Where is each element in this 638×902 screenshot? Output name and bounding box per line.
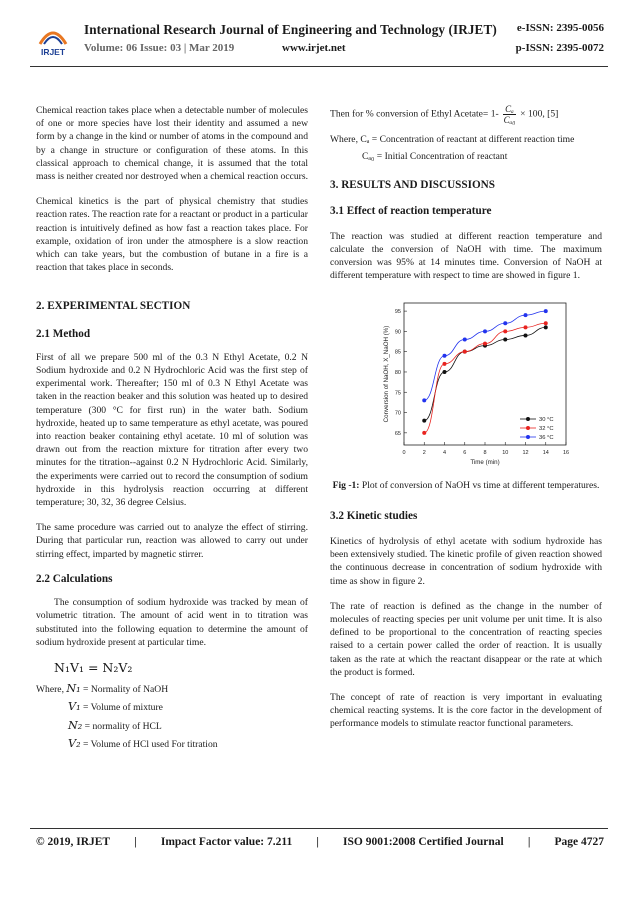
where-item-n1 — [36, 682, 308, 696]
data-point — [544, 325, 548, 329]
y-tick-label: 80 — [394, 369, 401, 376]
legend-marker — [526, 417, 530, 421]
method-paragraph: First of all we prepare 500 ml of the 0.3 N Ethyl Acetate, 0.2 N Sodium hydroxide and 0.2 N Hydrochloric Acid was the first step of experimental work. Thereafter; 150 ml of 0.3 N Ethyl Acetate was taken in the reaction beaker and this solution was heated up to desired temperature (300 °C for first run) in the water bath. Sodium hydroxide, heated up to same temperature as ethyl acetate, was poured into reaction beaker containing ethyl acetate. 10 ml of solution was drawn out from the reaction mixture for titration after every two minutes for the titration--against 0.2 N Hydrochloric Acid. Similarly, the experiments were carried out to record the consumption of sodium hydroxide in this hydrolysis reaction occurring at different temperature; 30, 32, 36 degree Celsius. — [36, 351, 308, 509]
footer-sep: | — [527, 836, 531, 848]
figure-label: Fig -1: — [332, 479, 360, 491]
x-tick-label: 10 — [502, 449, 509, 456]
footer-divider — [30, 828, 608, 829]
right-column — [330, 104, 602, 743]
symbol-n2: N₂ — [68, 718, 83, 732]
data-point — [483, 341, 487, 345]
conversion-chart — [330, 293, 602, 473]
legend-label: 32 °C — [539, 425, 554, 432]
page-header — [0, 0, 638, 72]
where-cao: Cₐ₀ = Initial Concentration of reactant — [362, 151, 508, 163]
data-point — [544, 321, 548, 325]
fraction-numerator: Cₐ — [505, 104, 514, 114]
footer-iso: ISO 9001:2008 Certified Journal — [343, 836, 504, 848]
x-tick-label: 4 — [442, 449, 447, 456]
data-point — [503, 337, 507, 341]
series-line-2 — [424, 323, 546, 433]
figure-1-caption — [330, 479, 602, 492]
footer-sep: | — [134, 836, 137, 848]
where-prefix: Where, — [36, 684, 67, 696]
temperature-paragraph: The reaction was studied at different reaction temperature and calculate the conversion of NaOH with time. The maximum conversion was 95% at 14 minutes time. Conversion of NaOH at different temperature with respect to time are showed in figure 1. — [330, 230, 602, 282]
data-point — [544, 309, 548, 313]
calculations-paragraph: The consumption of sodium hydroxide was tracked by mean of volumetric titration. The amount of acid went in to titration was substituted into the following equation to determine the amount of sodium hydroxide present at particular time. — [36, 597, 308, 648]
legend-marker — [526, 426, 530, 430]
subsection-heading-kinetic: 3.2 Kinetic studies — [330, 509, 418, 522]
plot-frame — [404, 303, 566, 445]
conversion-prefix: Then for % conversion of Ethyl Acetate= 1- — [330, 108, 502, 120]
left-column — [36, 104, 308, 755]
data-point — [503, 329, 507, 333]
volume-issue: Volume: 06 Issue: 03 | Mar 2019 — [84, 42, 235, 54]
page-footer — [36, 836, 604, 848]
eissn: e-ISSN: 2395-0056 — [516, 22, 604, 34]
conversion-fraction — [503, 104, 516, 125]
data-point — [524, 333, 528, 337]
kinetic-paragraph-2: The rate of reaction is defined as the change in the number of molecules of reacting species per unit volume per unit time. It is also defined to be proportional to the concentration of reacting species raised to a certain power called the order of reaction. It is usually taken as the rate at which the reactant disappear or the rate at which the product is formed. — [330, 600, 602, 678]
section-heading-experimental: 2. EXPERIMENTAL SECTION — [36, 300, 191, 313]
v2-definition: = Volume of HCl used For titration — [80, 738, 218, 750]
conversion-equation — [330, 104, 602, 125]
subsection-heading-method: 2.1 Method — [36, 327, 91, 340]
figure-caption-text: Plot of conversion of NaOH vs time at different temperatures. — [359, 479, 600, 491]
irjet-logo — [36, 18, 70, 58]
kinetic-paragraph-1: Kinetics of hydrolysis of ethyl acetate with sodium hydroxide has been extensively studied. The kinetic profile of given reaction showed the continuous decrease in concentration of sodium hydroxide with time as show in figure 2. — [330, 536, 602, 587]
y-tick-label: 65 — [394, 430, 401, 437]
x-tick-label: 0 — [402, 449, 406, 456]
where-item-v2 — [68, 737, 308, 751]
y-tick-label: 70 — [394, 410, 401, 417]
y-tick-label: 85 — [394, 349, 401, 356]
logo-text: IRJET — [40, 47, 66, 57]
normality-equation: N₁V₁ = N₂V₂ — [54, 659, 133, 675]
pissn: p-ISSN: 2395-0072 — [515, 42, 604, 54]
data-point — [524, 325, 528, 329]
y-tick-label: 75 — [394, 389, 401, 396]
where-item-v1 — [68, 700, 308, 714]
conversion-suffix: × 100, [5] — [517, 108, 559, 120]
symbol-n1: N₁ — [66, 682, 81, 696]
intro-paragraph-2: Chemical kinetics is the part of physical chemistry that studies reaction rates. The reaction rate for a reactant or product in a particular reaction is intuitively defined as how fast a reaction takes place. For example, oxidation of iron under the atmosphere is a slow reaction which can take years, but the combustion of butane in a fire is a reaction that takes place in seconds. — [36, 196, 308, 274]
x-tick-label: 16 — [562, 449, 570, 456]
y-tick-label: 90 — [394, 329, 401, 336]
x-tick-label: 8 — [483, 449, 487, 456]
v1-definition: = Volume of mixture — [80, 702, 163, 714]
footer-impact-factor: Impact Factor value: 7.211 — [160, 836, 293, 848]
stirring-paragraph: The same procedure was carried out to analyze the effect of stirring. During that particular run, reaction was allowed to carry out under stirring effect, imparted by magnetic stirrer. — [36, 522, 308, 560]
footer-sep: | — [316, 836, 319, 848]
x-axis-label: Time (min) — [470, 458, 500, 466]
footer-copyright: © 2019, IRJET — [36, 836, 111, 848]
section-heading-results: 3. RESULTS AND DISCUSSIONS — [330, 179, 495, 192]
data-point — [443, 370, 447, 374]
journal-website-link[interactable]: www.irjet.net — [282, 42, 346, 54]
legend-label: 30 °C — [539, 416, 554, 423]
legend-marker — [526, 435, 530, 439]
x-tick-label: 12 — [522, 449, 529, 456]
data-point — [422, 418, 426, 422]
figure-1 — [330, 293, 602, 473]
n1-definition: = Normality of NaOH — [80, 684, 169, 696]
footer-page-number: Page 4727 — [554, 836, 604, 848]
data-point — [422, 398, 426, 402]
where-item-n2 — [68, 719, 308, 733]
journal-title: International Research Journal of Engineering and Technology (IRJET) — [84, 22, 497, 37]
data-point — [443, 353, 447, 357]
y-tick-label: 95 — [394, 308, 401, 315]
series-line-1 — [424, 327, 546, 420]
series-line-3 — [424, 311, 546, 400]
y-axis-label: Conversion of NaOH, X_NaOH (%) — [383, 325, 390, 422]
n2-definition: = normality of HCL — [82, 720, 162, 732]
kinetic-paragraph-3: The concept of rate of reaction is very important in evaluating chemical reacting systems. It is the core factor in the development of performance models to stimulate reactor functional parameters. — [330, 692, 602, 730]
data-point — [503, 321, 507, 325]
subsection-heading-temperature: 3.1 Effect of reaction temperature — [330, 204, 492, 217]
symbol-v1: V₁ — [68, 700, 81, 714]
legend-label: 36 °C — [539, 434, 554, 441]
subsection-heading-calculations: 2.2 Calculations — [36, 572, 113, 585]
data-point — [463, 337, 467, 341]
header-divider — [30, 66, 608, 67]
where-ca: Where, Cₐ = Concentration of reactant at different reaction time — [330, 134, 575, 145]
data-point — [443, 361, 447, 365]
symbol-v2: V₂ — [68, 736, 81, 750]
x-tick-label: 14 — [542, 449, 549, 456]
data-point — [463, 349, 467, 353]
fraction-denominator: Cₐ₀ — [503, 115, 516, 125]
intro-paragraph-1: Chemical reaction takes place when a detectable number of molecules of one or more species have lost their identity and assumed a new form by a change in the kind or number of atoms in the compound and by a change in structure or configuration of these atoms. In this classical approach to chemical change, it is assumed that the total mass is neither created nor destroyed when a chemical reaction occurs. — [36, 105, 308, 183]
x-tick-label: 6 — [463, 449, 467, 456]
data-point — [483, 329, 487, 333]
x-tick-label: 2 — [422, 449, 426, 456]
data-point — [524, 313, 528, 317]
data-point — [422, 430, 426, 434]
